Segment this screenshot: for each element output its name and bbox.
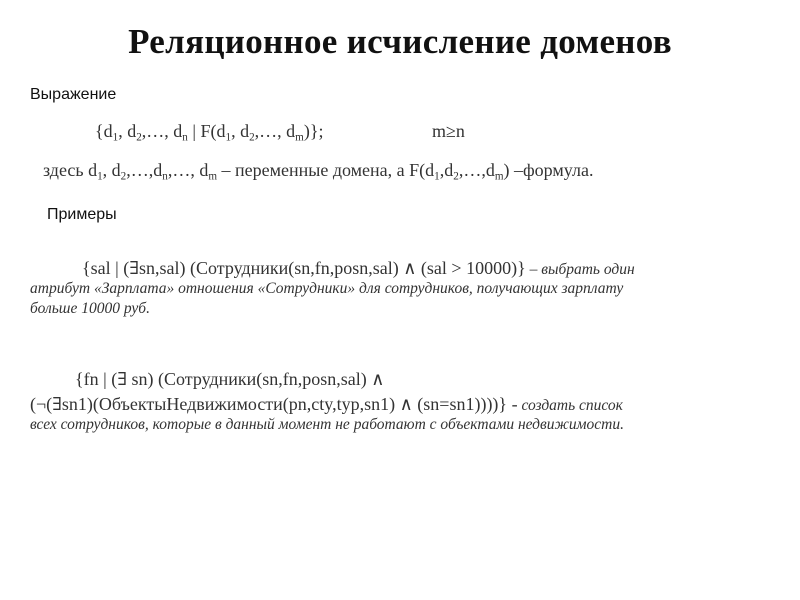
example1-description-line2: атрибут «Зарплата» отношения «Сотрудники» для сотрудников, получающих зарплату (30, 280, 624, 297)
expression-label: Выражение (30, 86, 117, 103)
note-subscript: 1 (97, 170, 103, 183)
example2-formula-line2 (30, 394, 623, 415)
note-part: , d (102, 160, 121, 180)
example2-formula-line1: {fn | (∃ sn) (Сотрудники(sn,fn,posn,sal) ∧ (75, 369, 385, 389)
domain-formula (95, 121, 323, 144)
example2-description-start: создать список (517, 397, 623, 414)
formula-part: , d (231, 121, 250, 141)
formula-part: , d (118, 121, 137, 141)
example1-description-start: – выбрать один (525, 261, 635, 278)
formula-subscript: m (295, 131, 304, 144)
formula-subscript: 2 (136, 131, 142, 144)
note-subscript: n (162, 170, 168, 183)
formula-part: | F(d (187, 121, 226, 141)
note-part: ,d (439, 160, 454, 180)
note-part: ) –формула. (503, 160, 594, 180)
example1-description-line3: больше 10000 руб. (30, 300, 150, 317)
note-part: – переменные домена, а F(d (217, 160, 435, 180)
formula-part: )}; (303, 121, 324, 141)
formula-subscript: n (182, 131, 188, 144)
note-part: ,…,d (458, 160, 495, 180)
formula-subscript: 1 (112, 131, 119, 144)
note-subscript: m (208, 170, 218, 183)
note-subscript: m (494, 170, 504, 183)
example1-formula: {sal | (∃sn,sal) (Сотрудники(sn,fn,posn,sal) ∧ (sal > 10000)} (82, 258, 526, 278)
slide-title: Реляционное исчисление доменов (128, 22, 672, 61)
formula-part: ,…, d (254, 121, 296, 141)
note-subscript: 1 (434, 170, 440, 183)
formula-part: {d (95, 121, 113, 141)
note-part: ,…,d (126, 160, 163, 180)
formula-condition: m≥n (432, 121, 465, 141)
formula-explanation (43, 160, 593, 183)
note-part: здесь d (43, 160, 98, 180)
example2-formula: (¬(∃sn1)(ОбъектыНедвижимости(pn,cty,typ,sn1) ∧ (sn=sn1))))} - (30, 394, 518, 414)
note-part: ,…, d (167, 160, 209, 180)
formula-subscript: 2 (249, 131, 255, 144)
examples-label: Примеры (47, 206, 117, 223)
formula-subscript: 1 (225, 131, 232, 144)
example1-formula-line (82, 258, 635, 279)
example2-description-line3: всех сотрудников, которые в данный момент не работают с объектами недвижимости. (30, 416, 625, 433)
formula-part: ,…, d (141, 121, 183, 141)
note-subscript: 2 (120, 170, 127, 183)
note-subscript: 2 (453, 170, 459, 183)
